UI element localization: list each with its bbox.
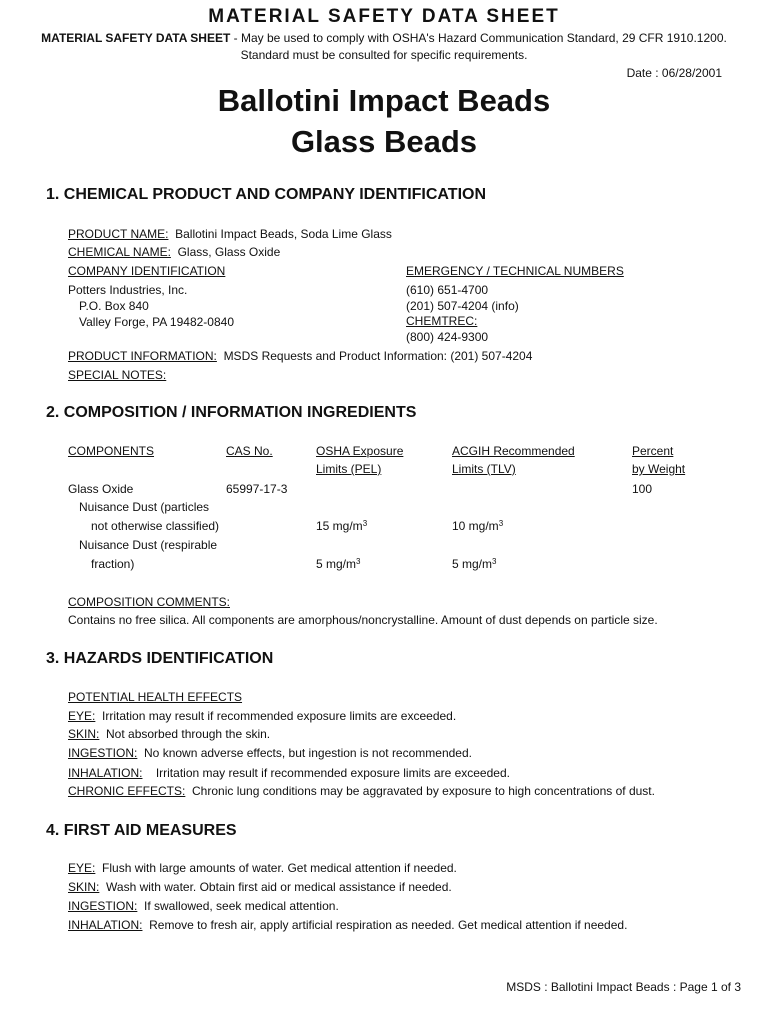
pel-value: 15 mg/m bbox=[316, 519, 363, 533]
company-line-3: Valley Forge, PA 19482-0840 bbox=[79, 315, 234, 329]
health-effects-label: POTENTIAL HEALTH EFFECTS bbox=[68, 690, 243, 704]
hazard-chronic-row bbox=[68, 784, 655, 798]
company-line-2: P.O. Box 840 bbox=[79, 299, 149, 313]
section-4-heading: 4. FIRST AID MEASURES bbox=[46, 822, 237, 839]
col-percent-line-2: by Weight bbox=[632, 462, 686, 476]
phone-main: (610) 651-4700 bbox=[406, 283, 489, 297]
col-acgih-line-2: Limits (TLV) bbox=[452, 462, 516, 476]
tlv-value: 5 mg/m bbox=[452, 557, 493, 571]
company-id-label: COMPANY IDENTIFICATION bbox=[68, 264, 226, 278]
chemtrec-phone: (800) 424-9300 bbox=[406, 330, 489, 344]
product-info-row bbox=[68, 349, 532, 363]
col-components: COMPONENTS bbox=[68, 444, 155, 458]
document-date: Date : 06/28/2001 bbox=[626, 66, 722, 80]
hazard-eye-label: EYE: bbox=[68, 709, 96, 723]
hazard-inhalation-text: Irritation may result if recommended exposure limits are exceeded. bbox=[155, 766, 510, 780]
hazard-inhalation-label: INHALATION: bbox=[68, 766, 143, 780]
intro-bold: MATERIAL SAFETY DATA SHEET bbox=[41, 31, 231, 45]
hazard-inhalation-row bbox=[68, 766, 510, 780]
col-acgih-line-1: ACGIH Recommended bbox=[452, 444, 575, 458]
row-glass-oxide-percent: 100 bbox=[632, 482, 653, 496]
intro-line-1 bbox=[0, 31, 768, 45]
firstaid-inhalation-text: Remove to fresh air, apply artificial respiration as needed. Get medical attention if needed. bbox=[149, 918, 628, 932]
chemical-name-label: CHEMICAL NAME: bbox=[68, 245, 171, 259]
company-line-1: Potters Industries, Inc. bbox=[68, 283, 188, 297]
hazard-eye-row bbox=[68, 709, 456, 723]
chemtrec-label: CHEMTREC: bbox=[406, 314, 478, 328]
product-name-row bbox=[68, 227, 392, 241]
exponent: 3 bbox=[498, 519, 504, 528]
product-title: Ballotini Impact Beads bbox=[217, 83, 551, 118]
hazard-eye-text: Irritation may result if recommended exposure limits are exceeded. bbox=[102, 709, 457, 723]
hazard-chronic-label: CHRONIC EFFECTS: bbox=[68, 784, 186, 798]
exponent: 3 bbox=[356, 557, 361, 566]
firstaid-skin-row bbox=[68, 880, 452, 894]
row-nuisance-particles-name-2: not otherwise classified) bbox=[91, 519, 220, 533]
section-3-heading: 3. HAZARDS IDENTIFICATION bbox=[46, 650, 274, 667]
row-nuisance-respirable-pel bbox=[316, 557, 360, 571]
row-nuisance-particles-name-1: Nuisance Dust (particles bbox=[79, 500, 210, 514]
section-2-heading: 2. COMPOSITION / INFORMATION INGREDIENTS bbox=[46, 404, 417, 421]
firstaid-inhalation-row bbox=[68, 918, 627, 932]
col-cas: CAS No. bbox=[226, 444, 273, 458]
intro-rest: - May be used to comply with OSHA's Hazard Communication Standard, 29 CFR 1910.1200. bbox=[230, 31, 727, 45]
special-notes-label: SPECIAL NOTES: bbox=[68, 368, 167, 382]
row-nuisance-respirable-name-1: Nuisance Dust (respirable bbox=[79, 538, 218, 552]
row-nuisance-respirable-tlv bbox=[452, 557, 496, 571]
product-name-value: Ballotini Impact Beads, Soda Lime Glass bbox=[175, 227, 392, 241]
hazard-chronic-text: Chronic lung conditions may be aggravated by exposure to high concentrations of dust. bbox=[192, 784, 655, 798]
hazard-skin-row bbox=[68, 727, 270, 741]
section-1-heading: 1. CHEMICAL PRODUCT AND COMPANY IDENTIFICATION bbox=[46, 186, 487, 203]
product-info-value: MSDS Requests and Product Information: (201) 507-4204 bbox=[223, 349, 533, 363]
hazard-ingestion-label: INGESTION: bbox=[68, 746, 138, 760]
firstaid-ingestion-row bbox=[68, 899, 339, 913]
phone-info: (201) 507-4204 (info) bbox=[406, 299, 519, 313]
chemical-name-value: Glass, Glass Oxide bbox=[177, 245, 281, 259]
firstaid-eye-text: Flush with large amounts of water. Get medical attention if needed. bbox=[102, 861, 457, 875]
col-osha-line-2: Limits (PEL) bbox=[316, 462, 382, 476]
document-banner: MATERIAL SAFETY DATA SHEET bbox=[208, 6, 560, 27]
exponent: 3 bbox=[492, 557, 497, 566]
hazard-ingestion-text: No known adverse effects, but ingestion is not recommended. bbox=[144, 746, 472, 760]
firstaid-skin-text: Wash with water. Obtain first aid or medical assistance if needed. bbox=[106, 880, 452, 894]
tlv-value: 10 mg/m bbox=[452, 519, 499, 533]
col-percent-line-1: Percent bbox=[632, 444, 674, 458]
firstaid-inhalation-label: INHALATION: bbox=[68, 918, 143, 932]
product-info-label: PRODUCT INFORMATION: bbox=[68, 349, 217, 363]
chemical-name-row bbox=[68, 245, 280, 259]
firstaid-ingestion-text: If swallowed, seek medical attention. bbox=[144, 899, 339, 913]
product-name-label: PRODUCT NAME: bbox=[68, 227, 169, 241]
hazard-skin-text: Not absorbed through the skin. bbox=[106, 727, 271, 741]
emergency-label: EMERGENCY / TECHNICAL NUMBERS bbox=[406, 264, 624, 278]
intro-line-2: Standard must be consulted for specific requirements. bbox=[240, 48, 528, 62]
firstaid-skin-label: SKIN: bbox=[68, 880, 100, 894]
row-nuisance-respirable-name-2: fraction) bbox=[91, 557, 135, 571]
row-nuisance-particles-tlv bbox=[452, 519, 503, 533]
composition-comments: Contains no free silica. All components are amorphous/noncrystalline. Amount of dust depends on particle size. bbox=[68, 613, 658, 627]
row-glass-oxide-cas: 65997-17-3 bbox=[226, 482, 288, 496]
exponent: 3 bbox=[362, 519, 368, 528]
firstaid-ingestion-label: INGESTION: bbox=[68, 899, 138, 913]
row-glass-oxide-name: Glass Oxide bbox=[68, 482, 134, 496]
composition-comments-label: COMPOSITION COMMENTS: bbox=[68, 595, 230, 609]
col-osha-line-1: OSHA Exposure bbox=[316, 444, 404, 458]
hazard-ingestion-row bbox=[68, 746, 472, 760]
hazard-skin-label: SKIN: bbox=[68, 727, 100, 741]
firstaid-eye-row bbox=[68, 861, 457, 875]
product-subtitle: Glass Beads bbox=[290, 124, 478, 159]
firstaid-eye-label: EYE: bbox=[68, 861, 96, 875]
row-nuisance-particles-pel bbox=[316, 519, 367, 533]
page-footer: MSDS : Ballotini Impact Beads : Page 1 of 3 bbox=[506, 980, 741, 994]
pel-value: 5 mg/m bbox=[316, 557, 357, 571]
